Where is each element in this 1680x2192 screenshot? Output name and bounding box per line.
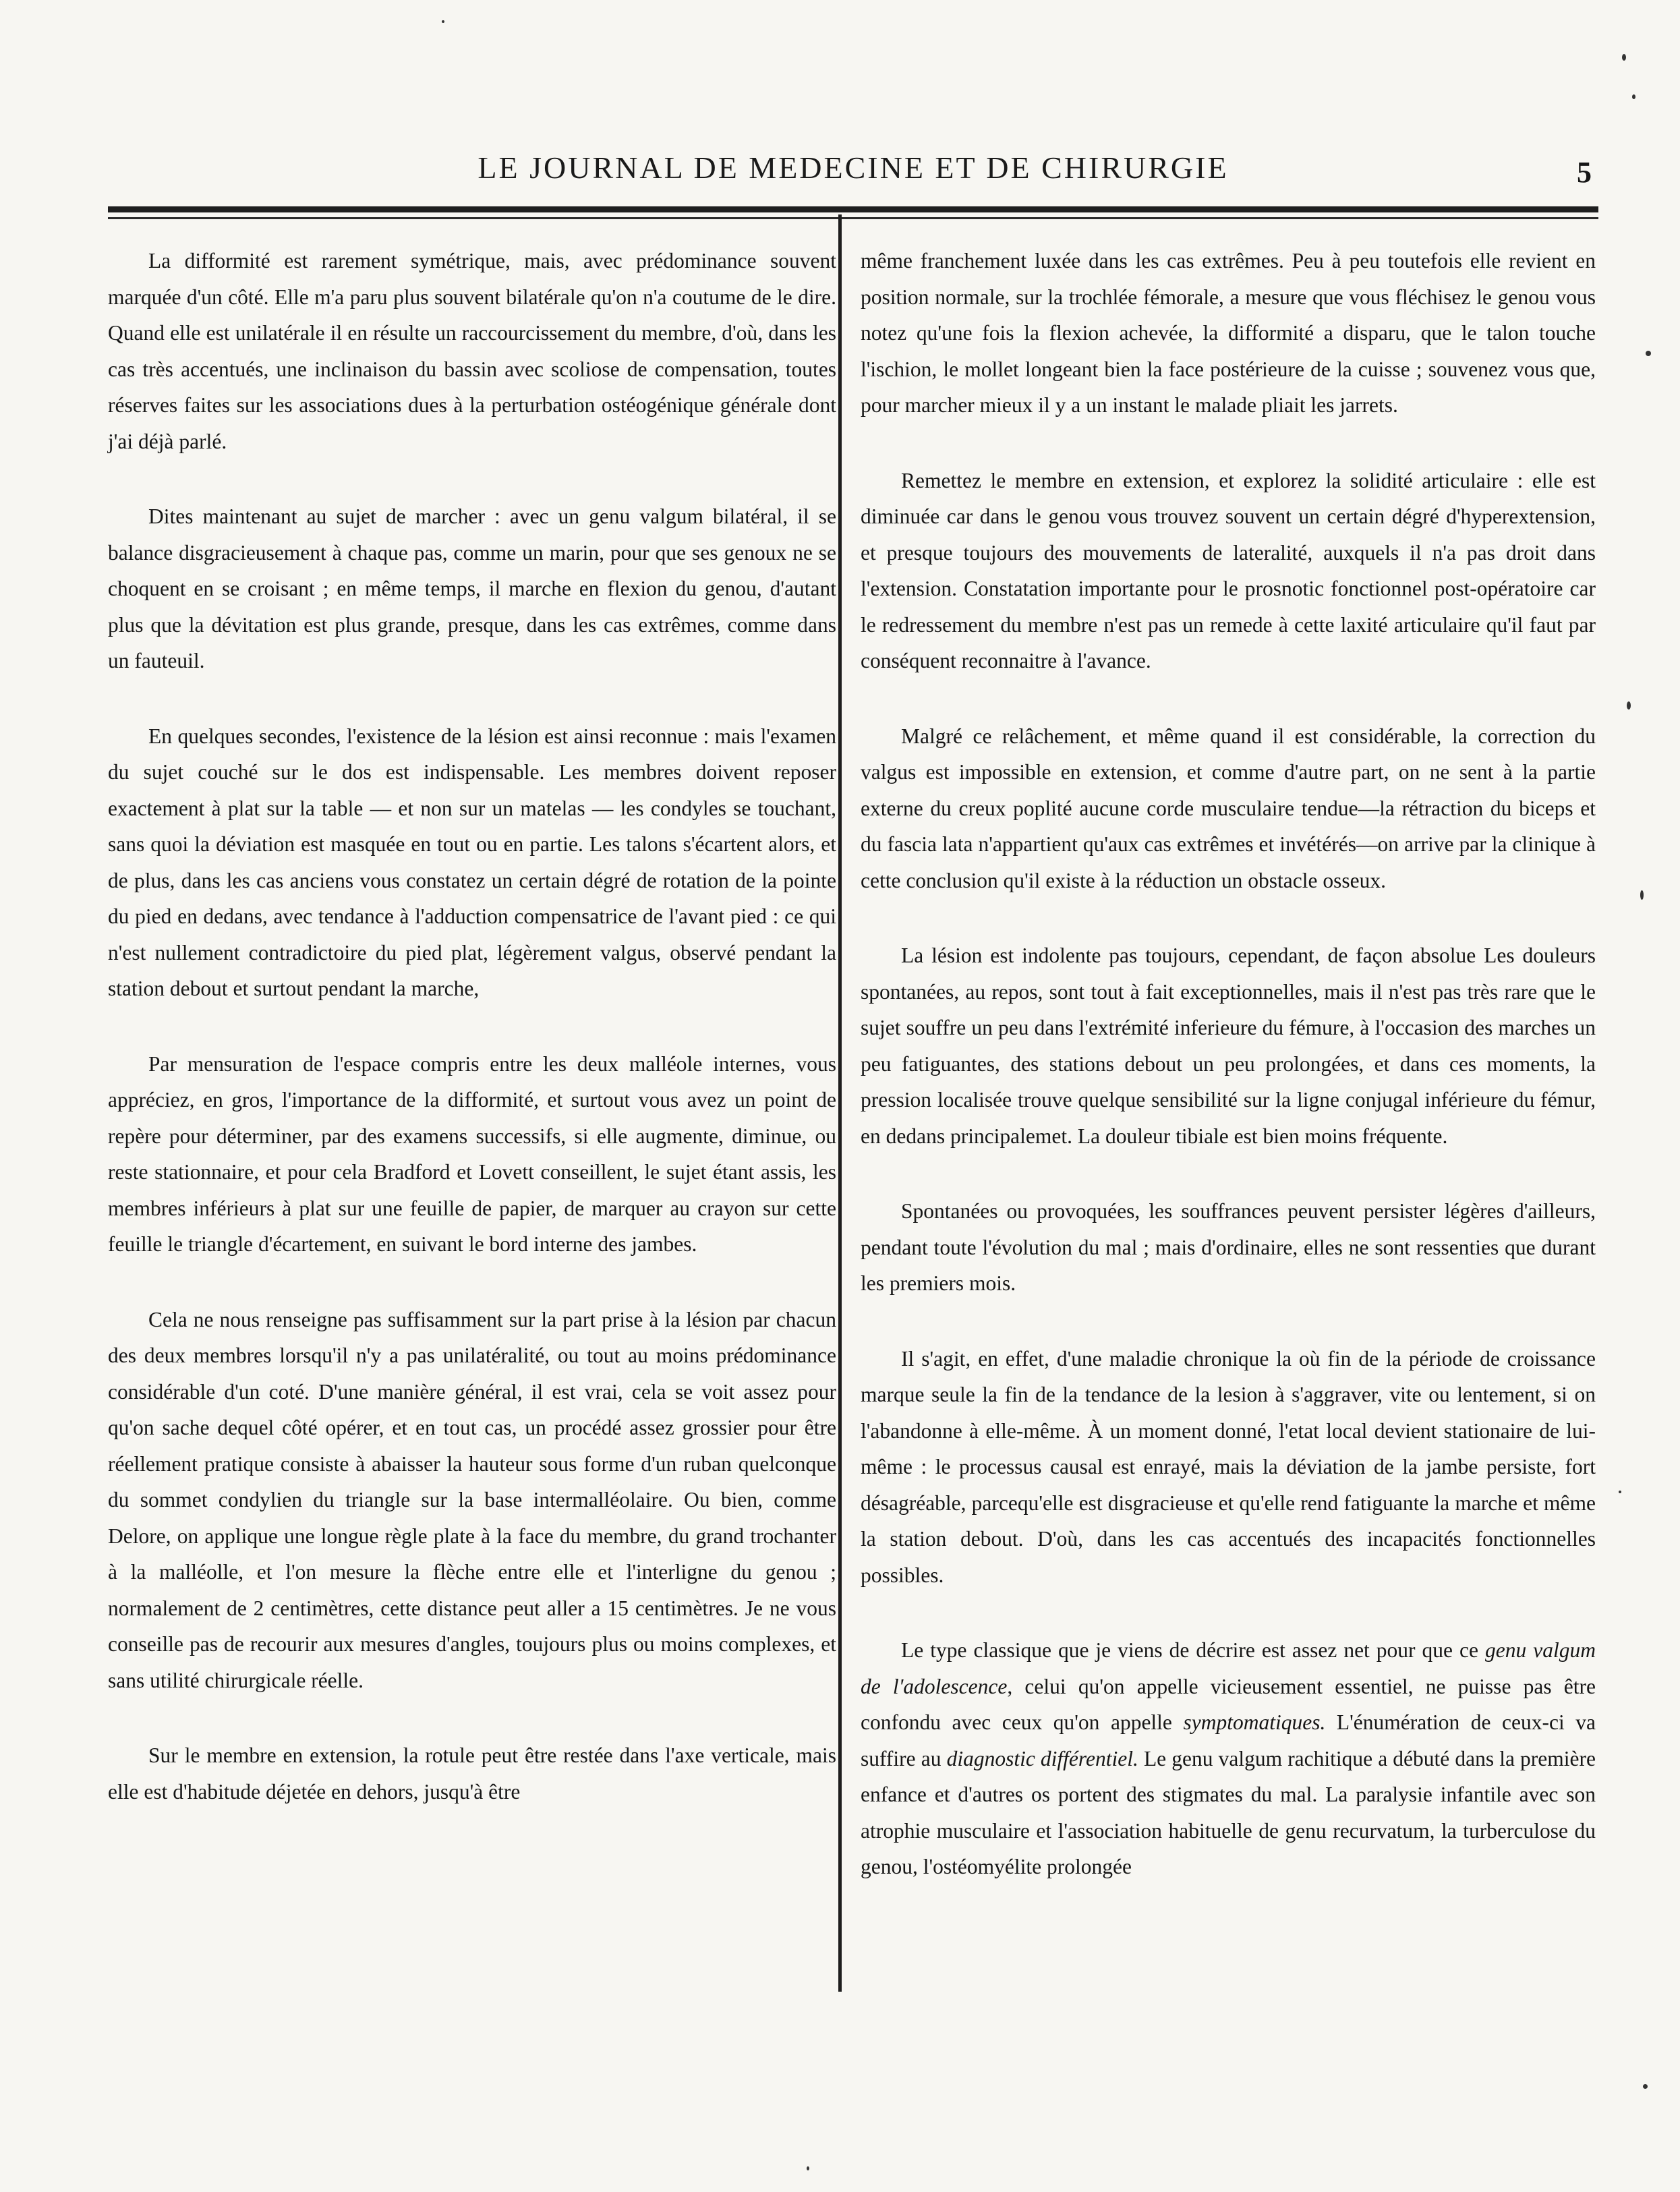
text-run: Le type classique que je viens de décrire est assez net pour que ce (901, 1638, 1486, 1662)
scan-speck (1640, 890, 1644, 900)
paragraph: Spontanées ou provoquées, les souffrances peuvent persister légères d'ailleurs, pendant toute l'évolution du mal ; mais d'ordinaire, elles ne sont ressenties que durant les premiers mois. (861, 1199, 1596, 1295)
paragraph-last (861, 1632, 1596, 1885)
journal-title: LE JOURNAL DE MEDECINE ET DE CHIRURGIE (477, 150, 1229, 185)
scan-speck (442, 20, 444, 23)
scan-speck (1646, 351, 1651, 356)
paragraph: Remettez le membre en extension, et explorez la solidité articulaire : elle est diminuée car dans le genou vous trouvez souvent un certain dégré d'hyperextension, et presque toujours des mouvements de lateralité, auxquels il n'a pas droit dans l'extension. Constatation importante pour le prosnotic fonctionnel post-opératoire car le redressement du membre n'est pas un remede à cette laxité articulaire qu'il faut par conséquent reconnaitre à l'avance. (861, 468, 1596, 672)
header-rule-thick (108, 206, 1598, 212)
column-divider (838, 214, 842, 1992)
text-run: L'énumération de ceux-ci va suffire au (861, 1710, 1596, 1770)
scan-speck (1619, 1491, 1621, 1493)
italic-term: diagnostic différentiel. (946, 1746, 1138, 1770)
header-rule-thin (108, 217, 1598, 219)
italic-term: symptomatiques. (1183, 1710, 1326, 1734)
paragraph: Par mensuration de l'espace compris entre les deux malléole internes, vous appréciez, en gros, l'importance de la difformité, et surtout vous avez un point de repère pour déterminer, par des examens successifs, si elle augmente, diminue, ou reste stationnaire, et pour cela Bradford et Lovett conseillent, le sujet étant assis, les membres inférieurs à plat sur une feuille de papier, de marquer au crayon sur cette feuille le triangle d'écartement, en suivant le bord interne des jambes. (108, 1051, 836, 1256)
paragraph-continued: même franchement luxée dans les cas extrêmes. Peu à peu toutefois elle revient en position normale, sur la trochlée fémorale, a mesure que vous fléchisez le genou vous notez qu'une fois la flexion achevée, la difformité a disparu, que le talon touche l'ischion, le mollet longeant bien la face postérieure de la cuisse ; souvenez vous que, pour marcher mieux il y a un instant le malade pliait les jarrets. (861, 249, 1596, 417)
scan-speck (807, 2166, 809, 2170)
scan-speck (1643, 2084, 1648, 2089)
paragraph: La difformité est rarement symétrique, mais, avec prédominance souvent marquée d'un côté. Elle m'a paru plus souvent bilatérale qu'on n'a coutume de le dire. Quand elle est unilatérale il en résulte un raccourcissement du membre, d'où, dans les cas très accentués, une inclinaison du bassin avec scoliose de compensation, toutes réserves faites sur les associations dues à la perturbation ostéogénique générale dont j'ai déjà parlé. (108, 249, 836, 453)
paragraph: Dites maintenant au sujet de marcher : avec un genu valgum bilatéral, il se balance disgracieusement à chaque pas, comme un marin, pour que ses genoux ne se choquent en se croisant ; en même temps, il marche en flexion du genou, d'autant plus que la dévitation est plus grande, presque, dans les cas extrêmes, comme dans un fauteuil. (108, 504, 836, 672)
scan-speck (1627, 701, 1631, 710)
right-column (861, 243, 1596, 1885)
paragraph: Sur le membre en extension, la rotule peut être restée dans l'axe verticale, mais elle est d'habitude déjetée en dehors, jusqu'à être (108, 1743, 836, 1804)
italic-term: genu valgum de l'adolescence (861, 1638, 1596, 1698)
paragraph: Il s'agit, en effet, d'une maladie chronique la où fin de la période de croissance marque seule la fin de la tendance de la lesion à s'aggraver, vite ou lentement, si on l'abandonne à elle-même. À un moment donné, l'etat local devient stationaire de lui-même : le processus causal est enrayé, mais la déviation de la jambe persiste, fort désagréable, parcequ'elle est disgracieuse et qu'elle rend fatiguante la marche et même la station debout. D'où, dans les cas accentués des incapacités fonctionnelles possibles. (861, 1346, 1596, 1587)
paragraph: Cela ne nous renseigne pas suffisamment sur la part prise à la lésion par chacun des deux membres lorsqu'il n'y a pas unilatéralité, ou tout au moins prédominance considérable d'un coté. D'une manière général, il est vrai, cela se voit assez pour qu'on sache dequel côté opérer, et en tout cas, un procédé assez grossier pour être réellement pratique consiste à abaisser la hauteur sous forme d'un ruban quelconque du sommet condylien du triangle sur la base intermalléolaire. Ou bien, comme Delore, on applique une longue règle plate à la face du membre, du grand trochanter à la malléolle, et l'on mesure la flèche entre elle et l'interligne du genou ; normalement de 2 centimètres, cette distance peut aller a 15 centimètres. Je ne vous conseille pas de recourir aux mesures d'angles, toujours plus ou moins complexes, et sans utilité chirurgicale réelle. (108, 1307, 836, 1692)
left-column (108, 243, 836, 1810)
paragraph: En quelques secondes, l'existence de la lésion est ainsi reconnue : mais l'examen du sujet couché sur le dos est indispensable. Les membres doivent reposer exactement à plat sur la table — et non sur un matelas — les condyles se touchant, sans quoi la déviation est masquée en tout ou en partie. Les talons s'écartent alors, et de plus, dans les cas anciens vous constatez un certain dégré de rotation de la pointe du pied en dedans, avec tendance à l'adduction compensatrice de l'avant pied : ce qui n'est nullement contradictoire du pied plat, légèrement valgus, observé pendant la station debout et surtout pendant la marche, (108, 724, 836, 1000)
text-run: , celui qu'on appelle vicieusement essentiel, ne puisse pas être confondu avec ceux qu'on appelle (861, 1674, 1596, 1734)
scan-speck (1622, 54, 1626, 61)
paragraph: La lésion est indolente pas toujours, cependant, de façon absolue Les douleurs spontanées, au repos, sont tout à fait exceptionnelles, mais il n'est pas très rare que le sujet souffre un peu dans l'extrémité inferieure du fémure, à l'occasion des marches un peu fatiguantes, des stations debout un peu prolongées, et dans ces moments, la pression localisée trouve quelque sensibilité sur la ligne conjugal inférieure du fémur, en dedans principalemet. La douleur tibiale est bien moins fréquente. (861, 944, 1596, 1148)
text-run: Le genu valgum rachitique a débuté dans la première enfance et d'autres os portent des stigmates du mal. La paralysie infantile avec son atrophie musculaire et l'association habituelle de genu recurvatum, la turberculose du genou, l'ostéomyélite prolongée (861, 1746, 1596, 1878)
page-number: 5 (1577, 156, 1592, 189)
paragraph: Malgré ce relâchement, et même quand il est considérable, la correction du valgus est impossible en extension, et comme d'autre part, on ne sent à la partie externe du creux poplité aucune corde musculaire tendue—la rétraction du biceps et du fascia lata n'appartient qu'aux cas extrêmes et invétérés—on arrive par la clinique à cette conclusion qu'il existe à la réduction un obstacle osseux. (861, 724, 1596, 892)
scan-speck (1632, 94, 1635, 99)
